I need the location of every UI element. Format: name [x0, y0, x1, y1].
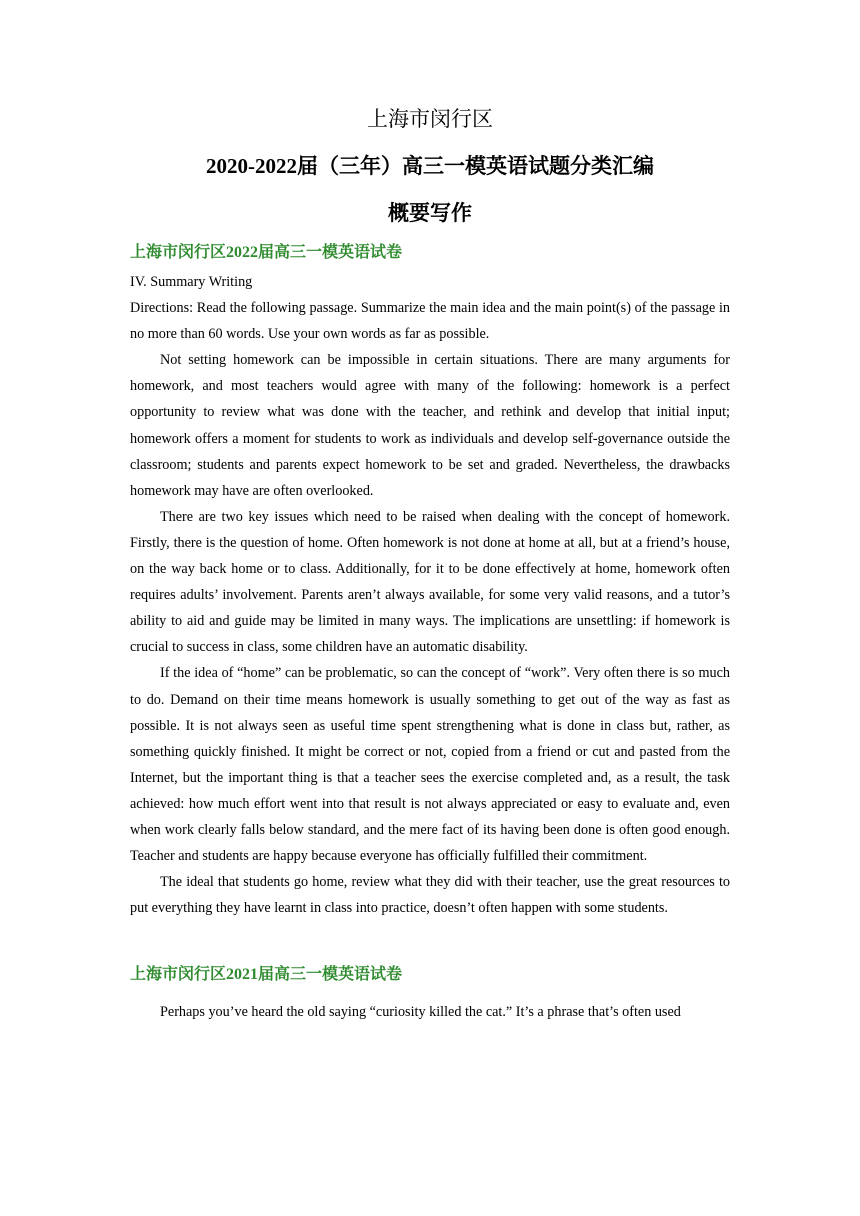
section-heading-2022: 上海市闵行区2022届高三一模英语试卷 — [130, 244, 403, 261]
part-title: IV. Summary Writing — [130, 274, 253, 290]
passage-paragraph-3: If the idea of “home” can be problematic, so can the concept of “work”. Very often there is so much to do. Demand on their time means homework is usually something to get out of the way as fast as possible. It is not always seen as useful time spent strengthening what is done in class but, rather, as something quickly finished. It might be correct or not, copied from a friend or cut and pasted from the Internet, but the important thing is that a teacher sees the exercise completed and, as a result, the task achieved: how much effort went into that result is not always appreciated or easy to evaluate and, even when work clearly falls below standard, and the mere fact of its having been done is often good enough. Teacher and students are happy because everyone has officially fulfilled their commitment. — [130, 665, 730, 865]
passage-2021-paragraph-1: Perhaps you’ve heard the old saying “curiosity killed the cat.” It’s a phrase that’s often used — [160, 1004, 681, 1021]
document-page — [130, 0, 730, 1025]
passage-paragraph-2: There are two key issues which need to be raised when dealing with the concept of homework. Firstly, there is the question of home. Often homework is not done at home at all, but at a friend’s house, on the way back home or to class. Additionally, for it to be done effectively at home, homework often requires adults’ involvement. Parents aren’t always available, for some very valid reasons, and a tutor’s ability to aid and guide may be limited in many ways. The implications are unsettling: if homework is crucial to success in class, some children have an automatic disability. — [130, 508, 730, 656]
title-exam-collection: 2020-2022届（三年）高三一模英语试题分类汇编 — [206, 154, 654, 178]
passage-paragraph-4: The ideal that students go home, review what they did with their teacher, use the great resources to put everything they have learnt in class into practice, doesn’t often happen with some students. — [130, 874, 730, 917]
directions-text: Directions: Read the following passage. Summarize the main idea and the main point(s) of the passage in no more than 60 words. Use your own words as far as possible. — [130, 300, 730, 343]
section-heading-2021: 上海市闵行区2021届高三一模英语试卷 — [130, 966, 403, 984]
passage-paragraph-1: Not setting homework can be impossible in certain situations. There are many arguments for homework, and most teachers would agree with many of the following: homework is a perfect opportunity to review what was done with the teacher, and rethink and develop that initial input; homework offers a moment for students to work as individuals and develop self-governance outside the classroom; students and parents expect homework to be set and graded. Nevertheless, the drawbacks homework may have are often overlooked. — [130, 352, 730, 499]
title-summary-writing: 概要写作 — [388, 201, 472, 225]
title-region: 上海市闵行区 — [367, 107, 493, 131]
